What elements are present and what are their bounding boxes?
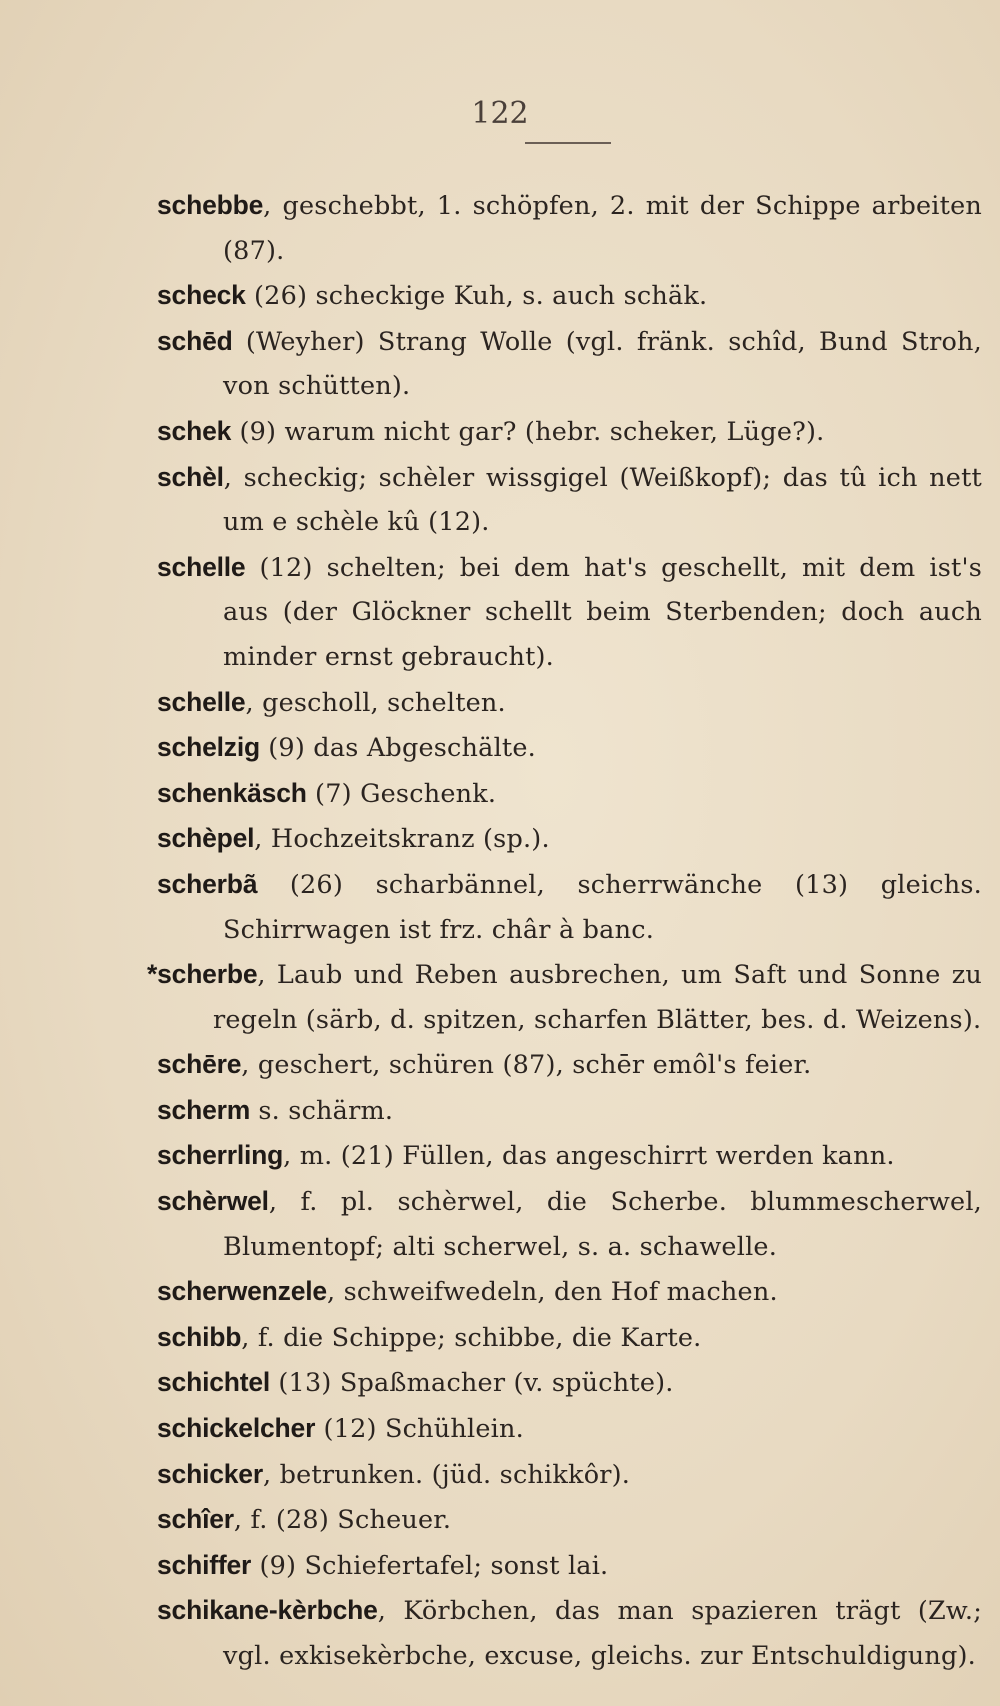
entry-headword: schelle xyxy=(157,686,246,717)
entry-definition: (26) scharbännel, scherrwänche (13) gleichs. Schirrwagen ist frz. châr à banc. xyxy=(223,869,982,945)
dictionary-entry xyxy=(157,1315,982,1361)
page-number: 122 xyxy=(471,96,529,131)
entry-definition: (7) Geschenk. xyxy=(306,778,497,809)
dictionary-entry xyxy=(157,862,982,952)
dictionary-entry xyxy=(157,1543,982,1589)
entry-headword: scherwenzele xyxy=(157,1276,327,1307)
dictionary-entry xyxy=(157,1133,982,1179)
entry-definition: (9) Schiefertafel; sonst lai. xyxy=(251,1550,609,1581)
dictionary-entry xyxy=(147,952,982,1042)
dictionary-entry xyxy=(157,1452,982,1498)
dictionary-entry xyxy=(157,680,982,726)
dictionary-entry xyxy=(157,545,982,680)
entry-headword: scheck xyxy=(157,280,246,311)
entry-headword: schelle xyxy=(157,551,246,582)
entry-headword: schikane-kèrbche xyxy=(157,1595,378,1626)
entry-headword: schicker xyxy=(157,1458,263,1489)
entry-headword: schibb xyxy=(157,1321,242,1352)
dictionary-entry xyxy=(157,771,982,817)
dictionary-entry xyxy=(157,273,982,319)
entry-definition: (Weyher) Strang Wolle (vgl. fränk. schîd, Bund Stroh, von schütten). xyxy=(223,326,982,402)
dictionary-entry xyxy=(157,1042,982,1088)
dictionary-entry xyxy=(157,725,982,771)
dictionary-entry xyxy=(157,1088,982,1134)
entry-headword: scherrling xyxy=(157,1140,284,1171)
dictionary-entry xyxy=(157,1588,982,1678)
entry-headword: *scherbe xyxy=(147,959,258,990)
dictionary-entry xyxy=(157,1269,982,1315)
dictionary-entry xyxy=(157,1497,982,1543)
entry-definition: , Laub und Reben ausbrechen, um Saft und Sonne zu regeln (särb, d. spitzen, scharfen Blätter, bes. d. Weizens). xyxy=(213,960,982,1035)
entry-definition: (9) warum nicht gar? (hebr. scheker, Lüge?). xyxy=(231,416,825,447)
entry-definition: , f. pl. schèrwel, die Scherbe. blummescherwel, Blumentopf; alti scherwel, s. a. schawelle. xyxy=(223,1187,982,1262)
entry-headword: schèl xyxy=(157,461,224,492)
entry-definition: (9) das Abgeschälte. xyxy=(259,733,536,764)
dictionary-entry xyxy=(157,183,982,273)
entry-definition: , schweifwedeln, den Hof machen. xyxy=(326,1277,778,1308)
entry-headword: schîer xyxy=(157,1504,234,1535)
dictionary-entries xyxy=(147,183,982,1679)
entry-definition: , betrunken. (jüd. schikkôr). xyxy=(262,1459,631,1490)
entry-definition: , Körbchen, das man spazieren trägt (Zw.; vgl. exkisekèrbche, excuse, gleichs. zur Entschuldigung). xyxy=(223,1596,982,1671)
entry-headword: schek xyxy=(157,415,232,446)
entry-definition: , f. (28) Scheuer. xyxy=(233,1505,452,1536)
entry-definition: , geschebbt, 1. schöpfen, 2. mit der Schippe arbeiten (87). xyxy=(223,191,982,266)
entry-definition: (12) Schühlein. xyxy=(315,1414,524,1445)
dictionary-entry xyxy=(157,1406,982,1452)
entry-definition: , gescholl, schelten. xyxy=(245,687,506,718)
dictionary-entry xyxy=(157,409,982,455)
entry-definition: , geschert, schüren (87), schēr emôl's feier. xyxy=(241,1050,812,1081)
entry-headword: scherm xyxy=(157,1094,251,1125)
dictionary-entry xyxy=(157,455,982,545)
entry-headword: schenkäsch xyxy=(157,777,307,808)
dictionary-entry xyxy=(157,1360,982,1406)
entry-definition: , Hochzeitskranz (sp.). xyxy=(254,824,550,855)
entry-definition: , scheckig; schèler wissgigel (Weißkopf); das tû ich nett um e schèle kû (12). xyxy=(223,462,982,538)
dictionary-entry xyxy=(157,1179,982,1269)
entry-definition: (13) Spaßmacher (v. spüchte). xyxy=(270,1368,674,1399)
entry-headword: schēd xyxy=(157,325,233,356)
entry-definition: (26) scheckige Kuh, s. auch schäk. xyxy=(245,281,708,312)
entry-definition: , m. (21) Füllen, das angeschirrt werden kann. xyxy=(283,1141,895,1172)
page-number-rule xyxy=(525,142,611,144)
entry-headword: schebbe xyxy=(157,190,264,220)
entry-headword: schiffer xyxy=(157,1549,252,1580)
entry-headword: scherba͂ xyxy=(157,868,258,899)
entry-definition: (12) schelten; bei dem hat's geschellt, mit dem ist's aus (der Glöckner schellt beim Sterbenden; doch auch minder ernst gebraucht). xyxy=(223,552,982,672)
entry-headword: schichtel xyxy=(157,1367,271,1398)
entry-headword: schēre xyxy=(157,1049,242,1080)
entry-headword: schèrwel xyxy=(157,1186,269,1217)
entry-definition: , f. die Schippe; schibbe, die Karte. xyxy=(241,1322,702,1353)
entry-definition: s. schärm. xyxy=(250,1095,394,1126)
dictionary-entry xyxy=(157,816,982,862)
entry-headword: schickelcher xyxy=(157,1413,316,1444)
entry-headword: schelzig xyxy=(157,732,260,763)
entry-headword: schèpel xyxy=(157,823,255,854)
dictionary-entry xyxy=(157,319,982,409)
